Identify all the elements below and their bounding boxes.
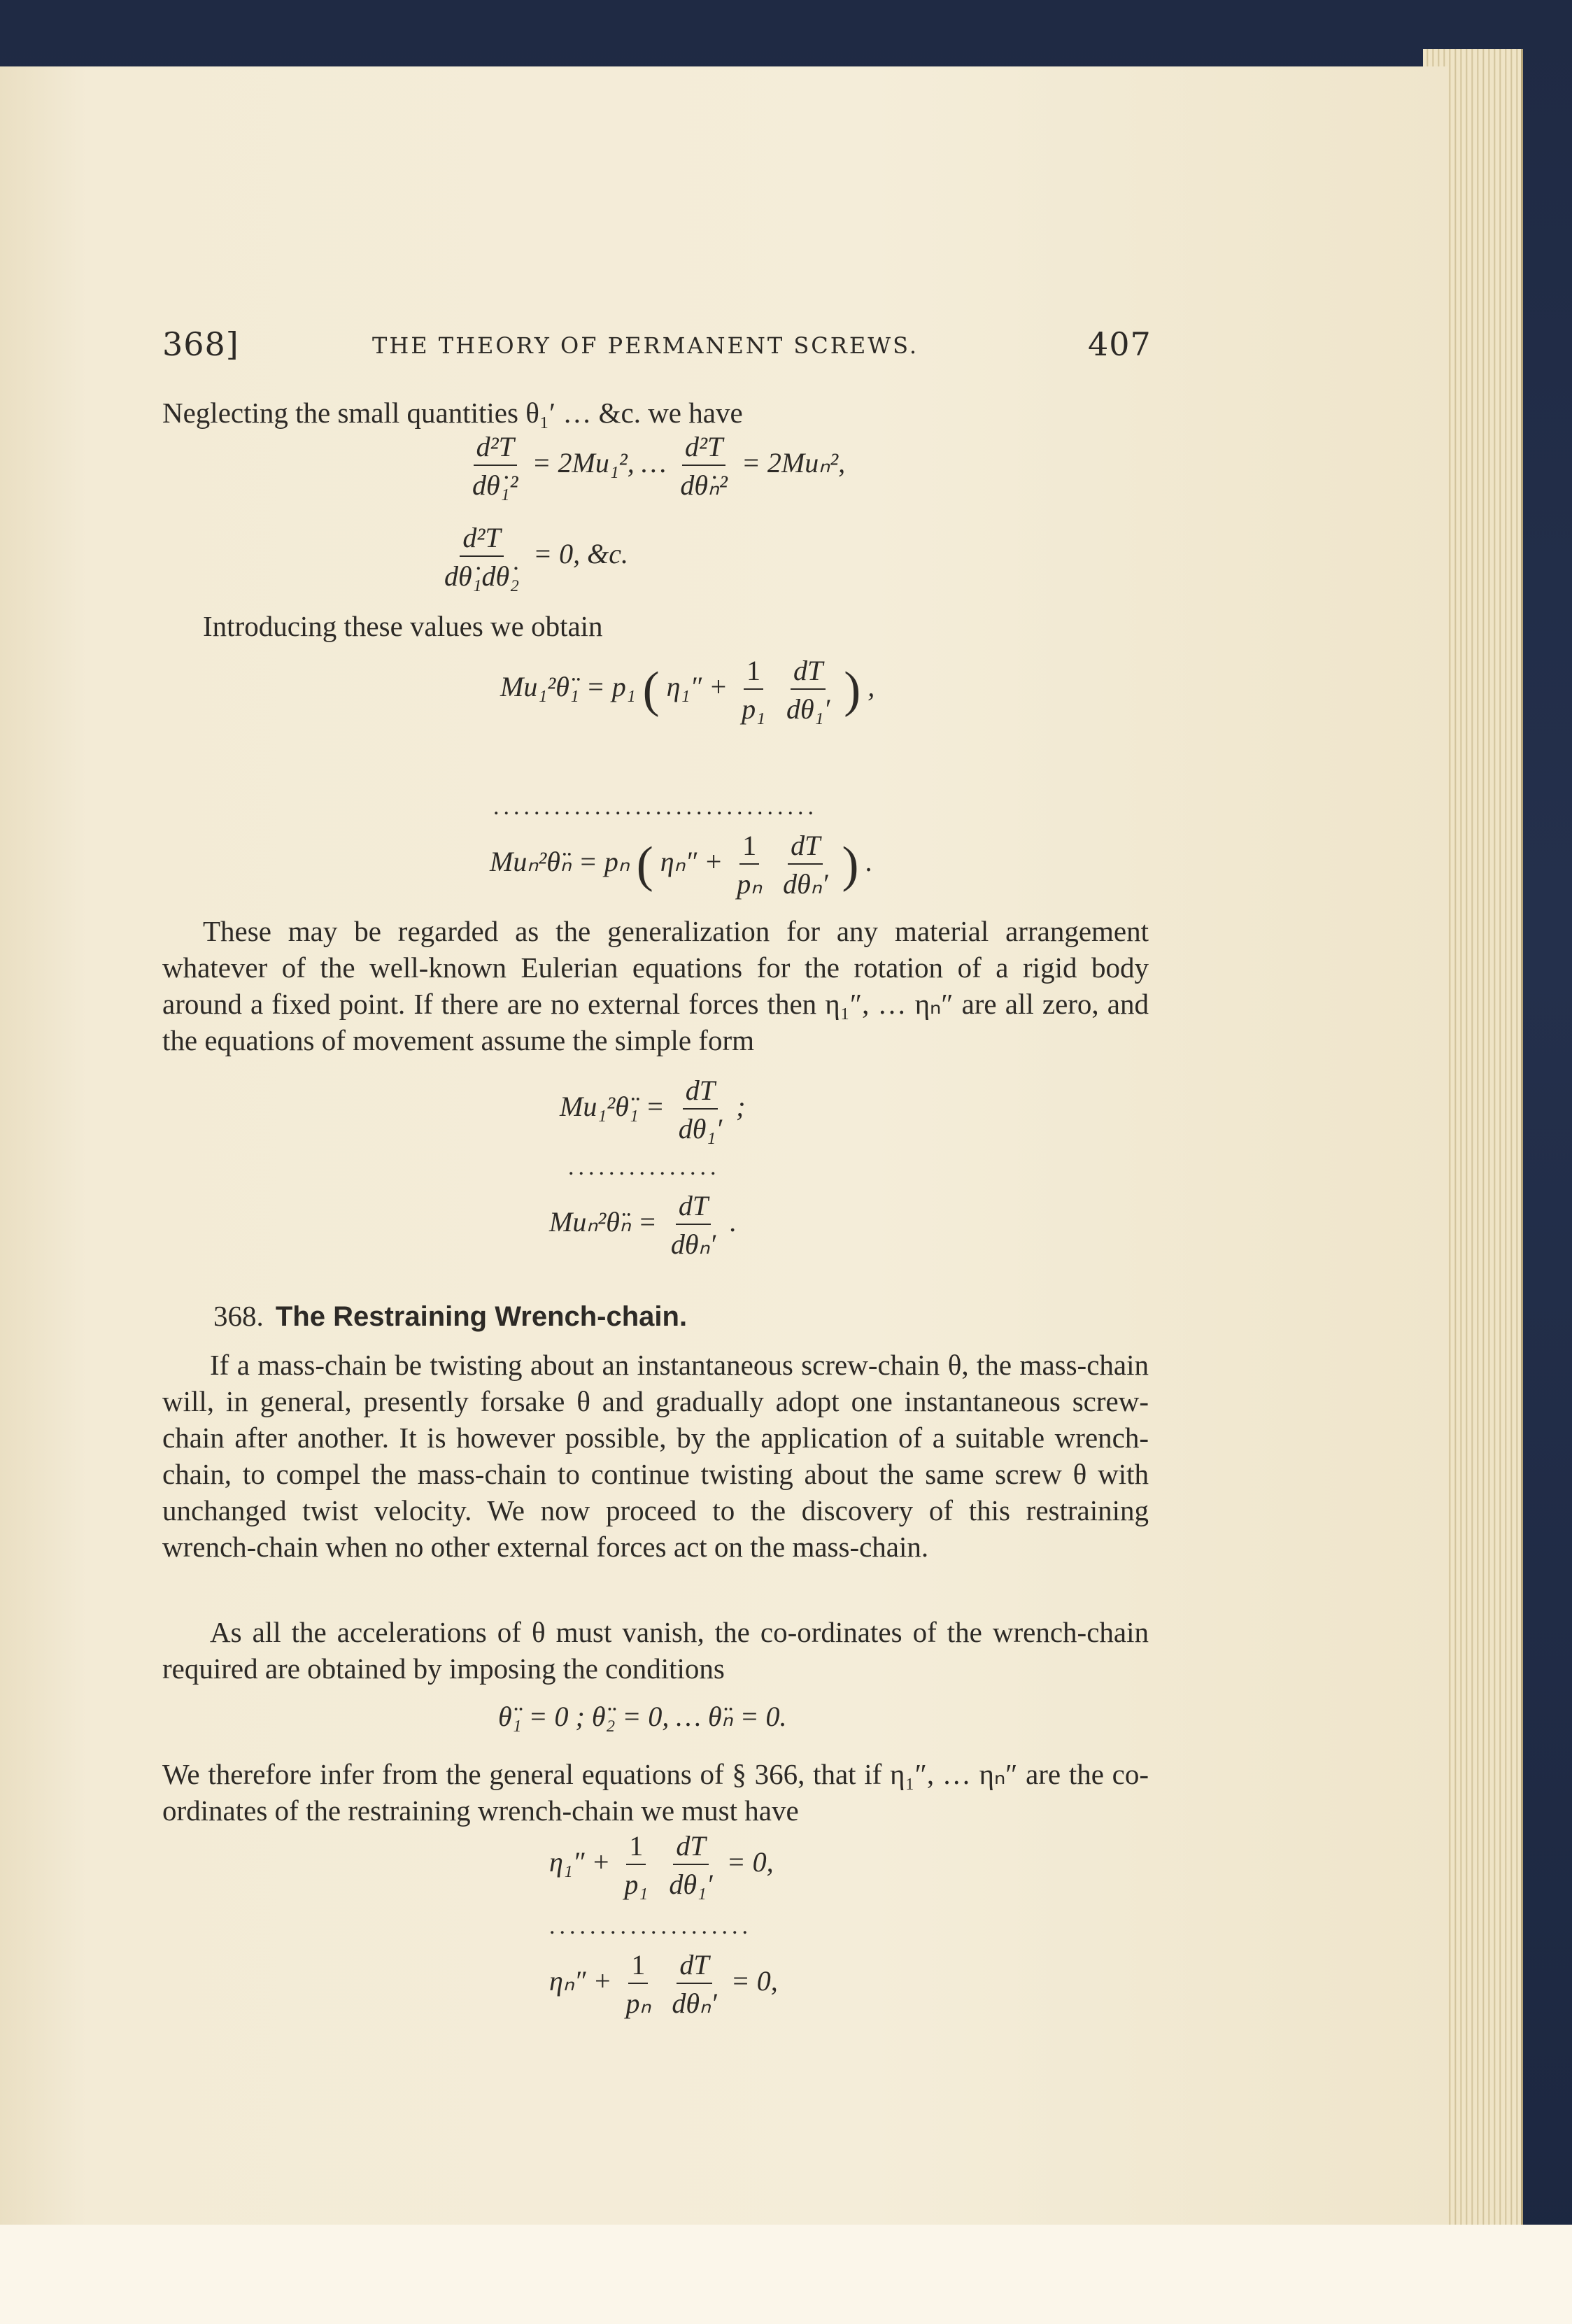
denominator: pₙ <box>625 1988 651 2019</box>
fraction <box>668 1189 718 1261</box>
denominator: dθ₁′ <box>786 693 830 725</box>
conditions-equation: θ̈₁ = 0 ; θ̈₂ = 0, … θ̈ₙ = 0. <box>498 1701 787 1732</box>
equation-rhs: = 0, <box>726 1846 774 1878</box>
background-strip <box>0 2225 1572 2324</box>
paragraph-mass-chain: If a mass-chain be twisting about an instantaneous screw-chain θ, the mass-chain will, in general, presently forsake θ and gradually adopt one instantaneous screw-chain after another. It is however possible, by the application of a suitable wrench-chain, to compel the mass-chain to continue twisting about the same screw θ with unchanged twist velocity. We now proceed to the discovery of this restraining wrench-chain when no other external forces act on the mass-chain. <box>162 1349 1149 1563</box>
denominator: dθₙ′ <box>672 1988 717 2019</box>
section-title: The Restraining Wrench-chain. <box>275 1301 688 1332</box>
numerator: 1 <box>628 1948 648 1984</box>
denominator: dθ̇₁² <box>472 469 518 501</box>
equation-1 <box>465 430 845 502</box>
fraction <box>469 430 521 502</box>
intro-introducing: Introducing these values we obtain <box>203 610 603 642</box>
equation-end: ; <box>736 1091 746 1123</box>
equation-5 <box>560 1074 745 1145</box>
denominator: pₙ <box>737 868 763 900</box>
section-number: 368. <box>213 1300 264 1332</box>
numerator: 1 <box>744 654 763 690</box>
fraction <box>669 1948 719 2020</box>
numerator: 1 <box>739 829 759 865</box>
denominator: dθ₁′ <box>678 1113 723 1145</box>
equation-lhs: Muₙ²θ̈ₙ = <box>549 1206 657 1238</box>
close-paren: ) <box>844 661 861 718</box>
intro-neglecting: Neglecting the small quantities θ₁′ … &c. we have <box>162 397 743 429</box>
numerator: d²T <box>474 430 517 466</box>
open-paren: ( <box>642 661 660 718</box>
equation-end: , <box>868 671 875 703</box>
equation-term: η₁″ + <box>666 671 728 703</box>
section-heading <box>213 1301 687 1333</box>
numerator: dT <box>673 1829 708 1865</box>
denominator: p₁ <box>742 693 765 725</box>
fraction <box>784 654 833 725</box>
equation-8 <box>549 1948 778 2020</box>
equation-6 <box>549 1189 737 1261</box>
equation-lhs: η₁″ + <box>549 1846 611 1878</box>
numerator: dT <box>788 829 823 865</box>
ellipsis-row: ................................ <box>493 794 818 820</box>
equation-rhs: = 0, <box>730 1965 778 1997</box>
equation-rhs: = 2Mu₁², … <box>532 447 667 479</box>
close-paren: ) <box>842 836 859 893</box>
denominator: p₁ <box>624 1869 649 1900</box>
ellipsis-row: .................... <box>549 1913 752 1939</box>
paragraph-generalization: These may be regarded as the generalization for any material arrangement whatever of the well-known Eulerian equations for the rotation of a rigid body around a fixed point. If there are no external forces then η₁″, … ηₙ″ are all zero, and the equations of movement assume the simple form <box>162 915 1149 1056</box>
section-reference: 368] <box>162 325 239 363</box>
numerator: dT <box>683 1074 718 1110</box>
fraction <box>739 654 768 725</box>
running-title: THE THEORY OF PERMANENT SCREWS. <box>372 332 919 359</box>
equation-lhs: Muₙ²θ̈ₙ = pₙ <box>490 846 630 878</box>
denominator: dθ̇ₙ² <box>680 469 728 501</box>
equation-2 <box>437 521 628 593</box>
numerator: d²T <box>682 430 725 466</box>
fraction <box>780 829 830 900</box>
numerator: dT <box>676 1189 711 1225</box>
denominator: dθₙ′ <box>783 868 828 900</box>
numerator: dT <box>677 1948 711 1984</box>
fraction <box>734 829 765 900</box>
equation-7 <box>549 1829 774 1901</box>
fraction <box>677 430 730 502</box>
fraction <box>666 1829 715 1901</box>
denominator: dθ₁′ <box>669 1869 713 1900</box>
equation-lhs: ηₙ″ + <box>549 1965 612 1997</box>
numerator: d²T <box>460 521 503 557</box>
fraction <box>621 1829 651 1901</box>
fraction <box>441 521 522 593</box>
page-number: 407 <box>1088 325 1152 363</box>
equation-4 <box>490 829 872 900</box>
equation-rhs: = 2Muₙ², <box>741 447 846 479</box>
book-page <box>0 66 1448 2225</box>
equation-rhs: = 0, &c. <box>533 538 628 570</box>
open-paren: ( <box>636 836 653 893</box>
equation-term: ηₙ″ + <box>660 846 723 878</box>
equation-end: . <box>865 846 873 878</box>
fraction <box>623 1948 653 2020</box>
denominator: dθₙ′ <box>670 1228 716 1260</box>
fraction <box>676 1074 725 1145</box>
equation-lhs: Mu₁²θ̈₁ = <box>560 1091 665 1123</box>
paragraph-accelerations: As all the accelerations of θ must vanish, the co-ordinates of the wrench-chain required are obtained by imposing the conditions <box>162 1616 1149 1685</box>
equation-lhs: Mu₁²θ̈₁ = p₁ <box>500 671 636 703</box>
paragraph-infer: We therefore infer from the general equations of § 366, that if η₁″, … ηₙ″ are the co-ordinates of the restraining wrench-chain we must have <box>162 1758 1149 1827</box>
equation-3 <box>500 654 874 725</box>
denominator: dθ̇₁dθ̇₂ <box>444 560 520 592</box>
numerator: 1 <box>626 1829 646 1865</box>
ellipsis-row: ............... <box>568 1154 721 1180</box>
equation-end: . <box>730 1206 737 1238</box>
numerator: dT <box>791 654 826 690</box>
